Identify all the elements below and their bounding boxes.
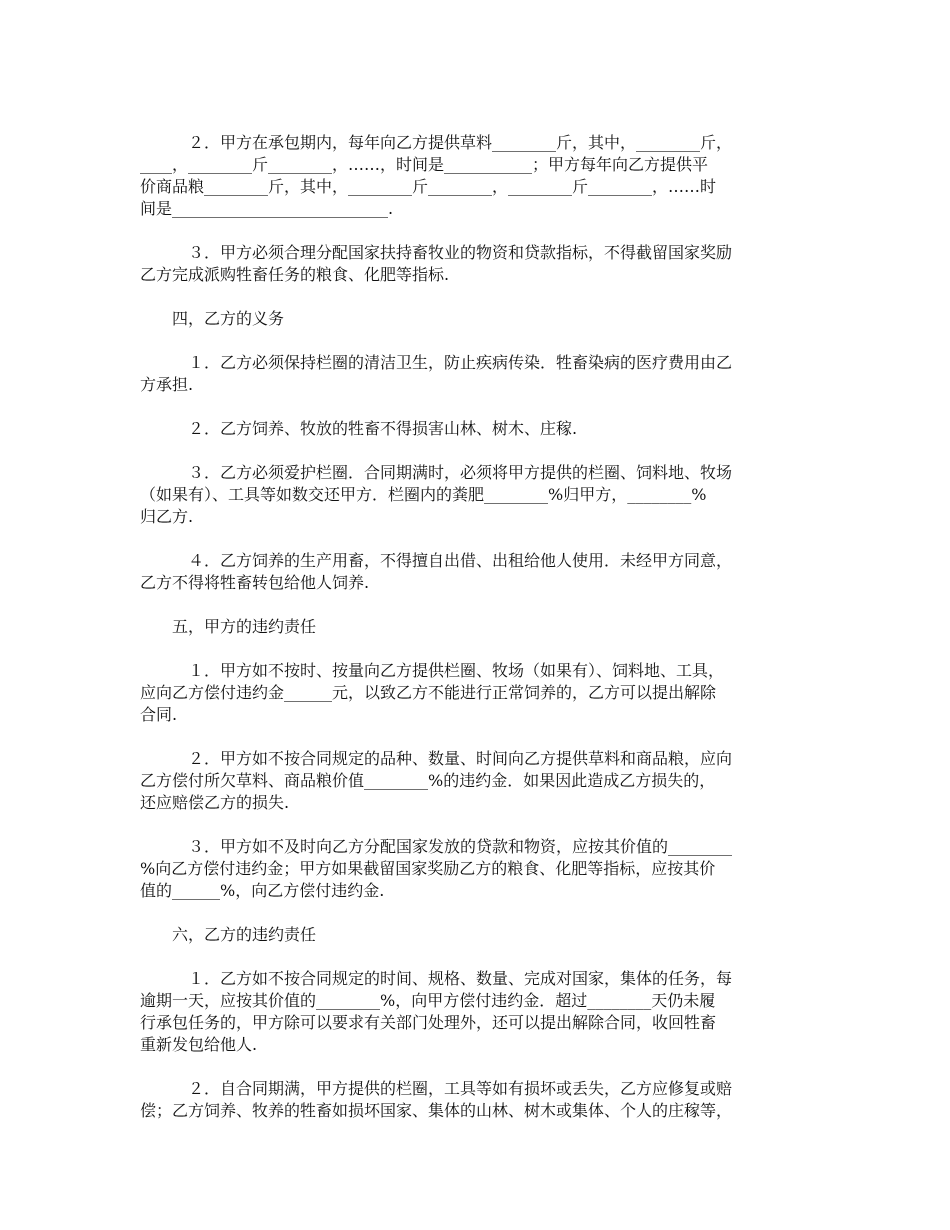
text-line: １．甲方如不按时、按量向乙方提供栏圈、牧场（如果有）、饲料地、工具， [172, 661, 725, 680]
text-line: 方承担. [140, 375, 194, 394]
clause-paragraph [140, 550, 820, 594]
section-heading: 四，乙方的义务 [172, 309, 285, 328]
clause-paragraph [140, 836, 820, 902]
text-line: 归乙方. [140, 507, 194, 526]
clause-paragraph [140, 1078, 820, 1122]
text-line: 乙方不得将牲畜转包给他人饲养. [140, 573, 370, 592]
clause-paragraph [140, 968, 820, 1056]
text-line: ３．甲方必须合理分配国家扶持畜牧业的物资和贷款指标，不得截留国家奖励 [172, 243, 733, 262]
clause-paragraph [140, 352, 820, 396]
text-line: 逾期一天，应按其价值的________%，向甲方偿付违约金．超过________天仍未履 [140, 991, 716, 1010]
text-line: ３．甲方如不及时向乙方分配国家发放的贷款和物资，应按其价值的________ [172, 837, 733, 856]
clause-paragraph [140, 660, 820, 726]
text-line: %向乙方偿付违约金；甲方如果截留国家奖励乙方的粮食、化肥等指标，应按其价 [140, 859, 716, 878]
text-line: ３．乙方必须爱护栏圈．合同期满时，必须将甲方提供的栏圈、饲料地、牧场 [172, 463, 733, 482]
clause-paragraph [140, 748, 820, 814]
text-line: 应向乙方偿付违约金______元，以致乙方不能进行正常饲养的，乙方可以提出解除 [140, 683, 717, 702]
text-line: （如果有）、工具等如数交还甲方．栏圈内的粪肥________%归甲方，________% [140, 485, 707, 504]
text-line: ２．甲方在承包期内，每年向乙方提供草料________斤，其中，________斤， [172, 133, 733, 152]
text-line: ２．自合同期满，甲方提供的栏圈，工具等如有损坏或丢失，乙方应修复或赔 [172, 1079, 733, 1098]
document-page [140, 132, 820, 1144]
text-line: 偿；乙方饲养、牧养的牲畜如损坏国家、集体的山林、树木或集体、个人的庄稼等， [140, 1101, 733, 1120]
text-line: 行承包任务的，甲方除可以要求有关部门处理外，还可以提出解除合同，收回牲畜 [140, 1013, 717, 1032]
text-line: 合同. [140, 705, 178, 724]
text-line: 乙方完成派购牲畜任务的粮食、化肥等指标. [140, 265, 450, 284]
text-line: 间是___________________________. [140, 199, 394, 218]
clause-paragraph [140, 242, 820, 286]
text-line: 乙方偿付所欠草料、商品粮价值________%的违约金．如果因此造成乙方损失的， [140, 771, 716, 790]
clause-paragraph [140, 132, 820, 220]
clause-paragraph [140, 462, 820, 528]
text-line: ２．乙方饲养、牧放的牲畜不得损害山林、树木、庄稼. [172, 419, 578, 438]
text-line: １．乙方如不按合同规定的时间、规格、数量、完成对国家，集体的任务，每 [172, 969, 733, 988]
section-heading: 五，甲方的违约责任 [172, 617, 317, 636]
text-line: 值的______%，向乙方偿付违约金. [140, 881, 385, 900]
text-line: ２．甲方如不按合同规定的品种、数量、时间向乙方提供草料和商品粮，应向 [172, 749, 733, 768]
text-line: ____，________斤________，……，时间是___________；甲方每年向乙方提供平 [140, 155, 709, 174]
clause-paragraph [140, 418, 820, 440]
text-line: 价商品粮________斤，其中，________斤________，________斤________，……时 [140, 177, 717, 196]
text-line: 还应赔偿乙方的损失. [140, 793, 290, 812]
text-line: 重新发包给他人. [140, 1035, 258, 1054]
text-line: １．乙方必须保持栏圈的清洁卫生，防止疾病传染．牲畜染病的医疗费用由乙 [172, 353, 733, 372]
section-heading: 六，乙方的违约责任 [172, 925, 317, 944]
text-line: ４．乙方饲养的生产用畜，不得擅自出借、出租给他人使用．未经甲方同意， [172, 551, 733, 570]
